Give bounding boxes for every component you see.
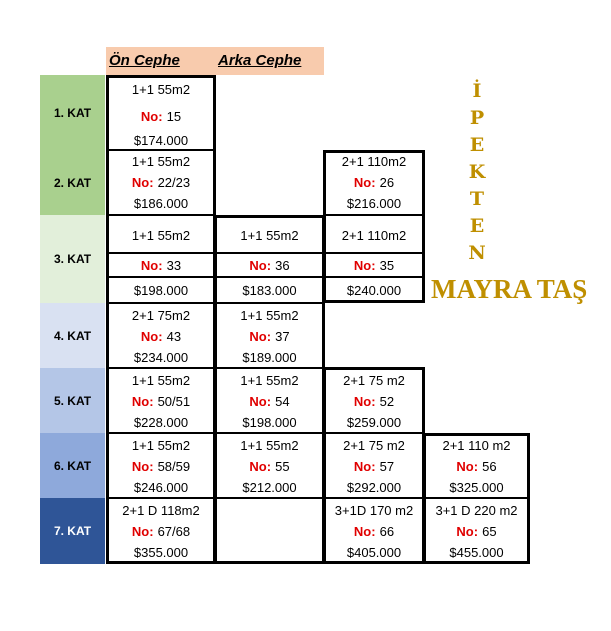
unit-type: 2+1 110m2 [341,153,407,169]
brand-name: MAYRA TAŞ [431,274,588,304]
unit-type: 3+1D 170 m2 [334,502,414,518]
unit-type: 1+1 55m2 [240,307,299,323]
unit-type: 2+1 75 m2 [343,372,405,388]
unit-no: No: 22/23 [131,175,191,190]
unit-price: $405.000 [346,545,402,560]
unit-price: $355.000 [133,545,189,560]
unit-type: 1+1 55m2 [240,437,299,453]
unit-no: No: 54 [249,394,290,409]
unit-price: $212.000 [242,479,297,495]
unit-type: 2+1 110m2 [341,227,407,243]
brand-letter: N [468,242,486,264]
unit-no: No: 56 [456,459,497,474]
unit-no: No: 67/68 [131,524,191,539]
floor-label-4: 4. KAT [40,303,105,368]
unit-price: $246.000 [133,479,189,495]
unit-price: $259.000 [346,414,402,430]
unit-type: 1+1 55m2 [240,372,299,388]
unit-price: $198.000 [133,282,189,298]
unit-no: No: 15 [140,108,182,124]
unit-type: 2+1 75m2 [131,307,191,323]
unit-no: No: 50/51 [131,394,191,409]
unit-no: No: 57 [353,459,395,474]
unit-price: $325.000 [449,479,504,495]
unit-type: 3+1 D 220 m2 [435,502,518,518]
unit-price: $228.000 [133,414,189,430]
unit-price: $234.000 [133,349,189,365]
brand-letter: K [468,161,486,183]
unit-no: No: 36 [249,257,290,273]
brand-letter: T [469,188,485,210]
unit-no: No: 35 [353,257,395,273]
brand-letter: E [469,215,485,237]
unit-type: 1+1 55m2 [131,153,191,169]
floor-label-3: 3. KAT [40,215,105,303]
unit-no: No: 55 [249,459,290,474]
unit-price: $240.000 [346,282,402,298]
floor-label-2: 2. KAT [40,150,105,215]
unit-price: $292.000 [346,479,402,495]
brand-letter: E [469,134,485,156]
floor-label-7: 7. KAT [40,498,105,564]
floor-label-1: 1. KAT [40,75,105,150]
unit-type: 1+1 55m2 [131,227,191,243]
unit-no: No: 66 [353,524,395,539]
brand-letter: İ [472,80,482,102]
unit-price: $216.000 [346,196,402,211]
unit-price: $174.000 [133,132,189,148]
unit-no: No: 58/59 [131,459,191,474]
unit-type: 2+1 110 m2 [442,437,511,453]
unit-no: No: 65 [456,524,497,539]
unit-type: 2+1 75 m2 [343,437,405,453]
unit-price: $198.000 [242,414,297,430]
unit-type: 1+1 55m2 [131,437,191,453]
unit-no: No: 43 [140,329,182,344]
unit-type: 1+1 55m2 [240,227,299,243]
unit-type: 1+1 55m2 [131,372,191,388]
unit-no: No: 52 [353,394,395,409]
unit-price: $186.000 [133,196,189,211]
brand-letter: P [469,107,485,129]
floor-label-5: 5. KAT [40,368,105,433]
unit-price: $189.000 [242,349,297,365]
unit-type: 2+1 D 118m2 [122,502,200,518]
unit-no: No: 37 [249,329,290,344]
unit-type: 1+1 55m2 [131,81,191,97]
header-back: Arka Cephe [216,47,324,75]
floor-label-6: 6. KAT [40,433,105,498]
unit-no: No: 33 [140,257,182,273]
header-front: Ön Cephe [106,47,216,75]
unit-no: No: 26 [353,175,395,190]
unit-price: $455.000 [449,545,504,560]
unit-price: $183.000 [242,282,297,298]
